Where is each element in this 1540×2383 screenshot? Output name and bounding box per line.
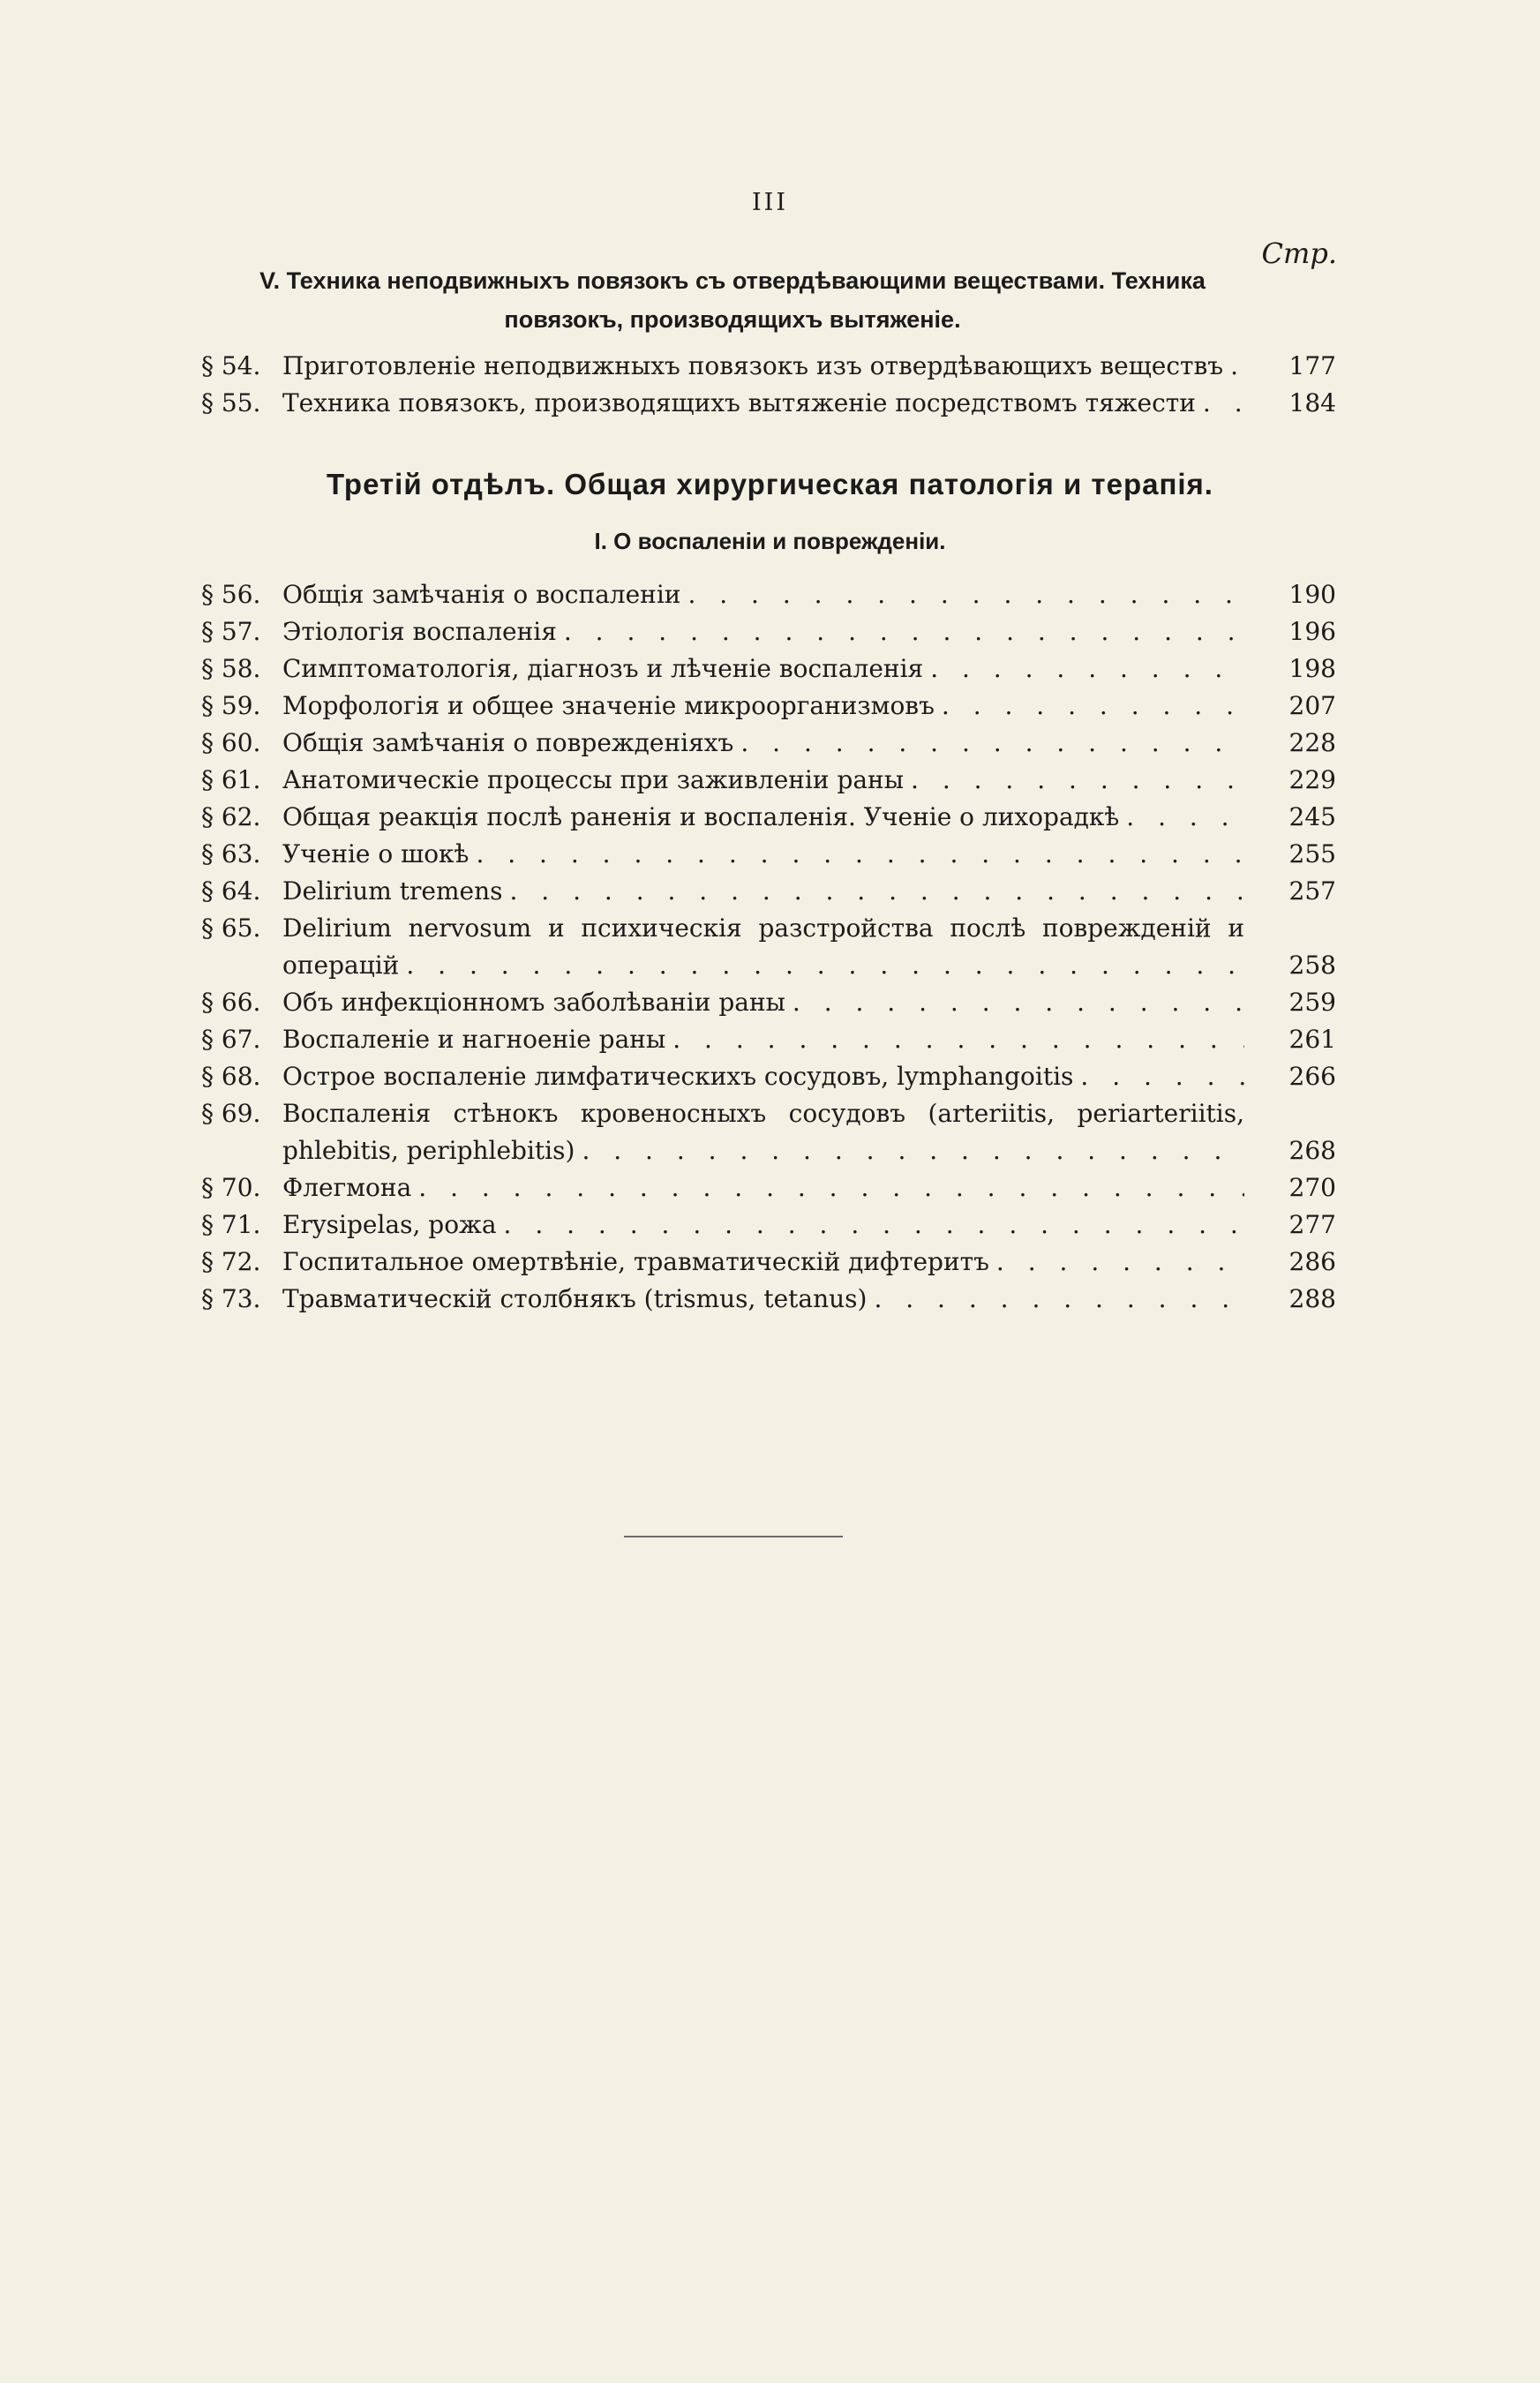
toc-page-number: 270 xyxy=(1288,1173,1336,1202)
toc-section-number: § 63. xyxy=(201,839,261,868)
dot-leader xyxy=(740,725,1244,762)
toc-entry-title: Delirium tremens xyxy=(282,876,503,906)
dot-leader xyxy=(1203,385,1244,422)
part-three-heading: Третій отдѣлъ. Общая хирургическая патологія и терапія. xyxy=(327,468,1213,500)
toc-section-number: § 60. xyxy=(201,728,261,757)
dot-leader xyxy=(672,1021,1244,1058)
toc-page-number: 229 xyxy=(1288,765,1336,794)
toc-page-number: 228 xyxy=(1288,728,1336,757)
toc-entry-title: Симптоматологія, діагнозъ и лѣченіе воспаленія xyxy=(282,654,924,683)
toc-entry-title: Воспаленія стѣнокъ кровеносныхъ сосудовъ (arteriitis, periarteriitis, xyxy=(282,1099,1244,1128)
toc-entry-title: Общія замѣчанія о воспаленіи xyxy=(282,580,681,609)
dot-leader xyxy=(476,836,1244,873)
dot-leader xyxy=(1126,799,1244,836)
dot-leader xyxy=(1230,348,1244,385)
toc-page-number: 286 xyxy=(1288,1247,1336,1276)
toc-page-number: 177 xyxy=(1288,351,1336,380)
toc-section-number: § 68. xyxy=(201,1062,261,1091)
toc-section-number: § 61. xyxy=(201,765,261,794)
dot-leader xyxy=(504,1207,1244,1244)
toc-section-number: § 57. xyxy=(201,617,261,646)
toc-section-number: § 62. xyxy=(201,802,261,831)
toc-page-number: 196 xyxy=(1288,617,1336,646)
toc-section-number: § 65. xyxy=(201,913,261,943)
toc-section-number: § 59. xyxy=(201,691,261,720)
toc-page-number: 255 xyxy=(1288,839,1336,868)
toc-page-number: 277 xyxy=(1288,1210,1336,1239)
toc-entry xyxy=(201,1095,1336,1169)
toc-entry-title: phlebitis, periphlebitis) xyxy=(282,1136,575,1165)
toc-page-number: 288 xyxy=(1288,1284,1336,1313)
toc-entry-title: Delirium nervosum и психическія разстройства послѣ поврежденій и xyxy=(282,913,1244,943)
toc-entry xyxy=(201,984,1336,1021)
dot-leader xyxy=(911,762,1244,799)
toc-entry-title: Анатомическіе процессы при заживленіи раны xyxy=(282,765,905,794)
toc-entry xyxy=(201,650,1336,688)
toc-entry xyxy=(201,725,1336,762)
toc-entry-title: Госпитальное омертвѣніе, травматическій дифтеритъ xyxy=(282,1247,989,1276)
toc-page-number: 261 xyxy=(1288,1025,1336,1054)
toc-entry-title: Острое воспаленіе лимфатическихъ сосудовъ, lymphangoitis xyxy=(282,1062,1074,1091)
toc-entry-title: Техника повязокъ, производящихъ вытяженіе посредствомъ тяжести xyxy=(282,388,1196,417)
dot-leader xyxy=(582,1132,1244,1169)
toc-page-number: 184 xyxy=(1288,388,1336,417)
toc-entry xyxy=(201,1058,1336,1095)
toc-entry xyxy=(201,1169,1336,1207)
toc-page-number: 259 xyxy=(1288,988,1336,1017)
toc-page-number: 207 xyxy=(1288,691,1336,720)
dot-leader xyxy=(874,1281,1244,1318)
dot-leader xyxy=(418,1169,1244,1207)
section-v-heading-line2: повязокъ, производящихъ вытяженіе. xyxy=(504,306,961,333)
toc-entry-title: Ученіе о шокѣ xyxy=(282,839,470,868)
toc-entry-title: Флегмона xyxy=(282,1173,412,1202)
toc-page-number: 266 xyxy=(1288,1062,1336,1091)
toc-section-number: § 66. xyxy=(201,988,261,1017)
toc-entry xyxy=(201,613,1336,650)
toc-entry-title: Воспаленіе и нагноеніе раны xyxy=(282,1025,666,1054)
toc-section-number: § 67. xyxy=(201,1025,261,1054)
toc-entry-title: Объ инфекціонномъ заболѣваніи раны xyxy=(282,988,785,1017)
toc-page-number: 190 xyxy=(1288,580,1336,609)
toc-entry xyxy=(201,799,1336,836)
dot-leader xyxy=(996,1244,1244,1281)
toc-entry-title: Приготовленіе неподвижныхъ повязокъ изъ отвердѣвающихъ веществъ xyxy=(282,351,1224,380)
section-v-heading-line1: V. Техника неподвижныхъ повязокъ съ отвердѣвающими веществами. Техника xyxy=(259,267,1206,294)
toc-entry xyxy=(201,1021,1336,1058)
dot-leader xyxy=(1080,1058,1244,1095)
toc-entry xyxy=(201,688,1336,725)
toc-section-number: § 69. xyxy=(201,1099,261,1128)
toc-entry xyxy=(201,836,1336,873)
dot-leader xyxy=(942,688,1244,725)
toc-entry-title: Общія замѣчанія о поврежденіяхъ xyxy=(282,728,734,757)
toc-section-number: § 58. xyxy=(201,654,261,683)
toc-entry xyxy=(201,910,1336,984)
toc-page-number: 245 xyxy=(1288,802,1336,831)
toc-page-number: 258 xyxy=(1288,951,1336,980)
toc-entry-title: Морфологія и общее значеніе микроорганизмовъ xyxy=(282,691,935,720)
toc-entry-title: Травматическій столбнякъ (trismus, tetanus) xyxy=(282,1284,868,1313)
dot-leader xyxy=(406,947,1244,984)
page-number: III xyxy=(752,189,788,216)
dot-leader xyxy=(509,873,1244,910)
toc-entry xyxy=(201,385,1336,422)
dot-leader xyxy=(930,650,1244,688)
toc-section-number: § 54. xyxy=(201,351,261,380)
toc-section-number: § 56. xyxy=(201,580,261,609)
toc-section-number: § 70. xyxy=(201,1173,261,1202)
toc-entry-title: Общая реакція послѣ раненія и воспаленія. Ученіе о лихорадкѣ xyxy=(282,802,1120,831)
toc-entry xyxy=(201,873,1336,910)
dot-leader xyxy=(687,576,1244,613)
dot-leader xyxy=(793,984,1244,1021)
toc-entry xyxy=(201,348,1336,385)
part-three-subheading: I. О воспаленіи и поврежденіи. xyxy=(594,528,946,554)
toc-section-number: § 71. xyxy=(201,1210,261,1239)
toc-entry xyxy=(201,1244,1336,1281)
section-v-toc xyxy=(201,348,1336,422)
end-rule xyxy=(624,1536,843,1537)
toc-page-number: 268 xyxy=(1288,1136,1336,1165)
toc-page-number: 198 xyxy=(1288,654,1336,683)
toc-page-number: 257 xyxy=(1288,876,1336,906)
toc-entry xyxy=(201,576,1336,613)
toc-entry-title: операцій xyxy=(282,951,400,980)
toc-entry-title: Erysipelas, рожа xyxy=(282,1210,497,1239)
toc-entry xyxy=(201,1207,1336,1244)
toc-entry xyxy=(201,1281,1336,1318)
toc-section-number: § 55. xyxy=(201,388,261,417)
dot-leader xyxy=(564,613,1244,650)
page-column-label: Стр. xyxy=(1261,237,1337,270)
toc-section-number: § 73. xyxy=(201,1284,261,1313)
toc-entry-title: Этіологія воспаленія xyxy=(282,617,557,646)
part-three-toc xyxy=(201,576,1336,1318)
toc-section-number: § 64. xyxy=(201,876,261,906)
toc-section-number: § 72. xyxy=(201,1247,261,1276)
toc-entry xyxy=(201,762,1336,799)
